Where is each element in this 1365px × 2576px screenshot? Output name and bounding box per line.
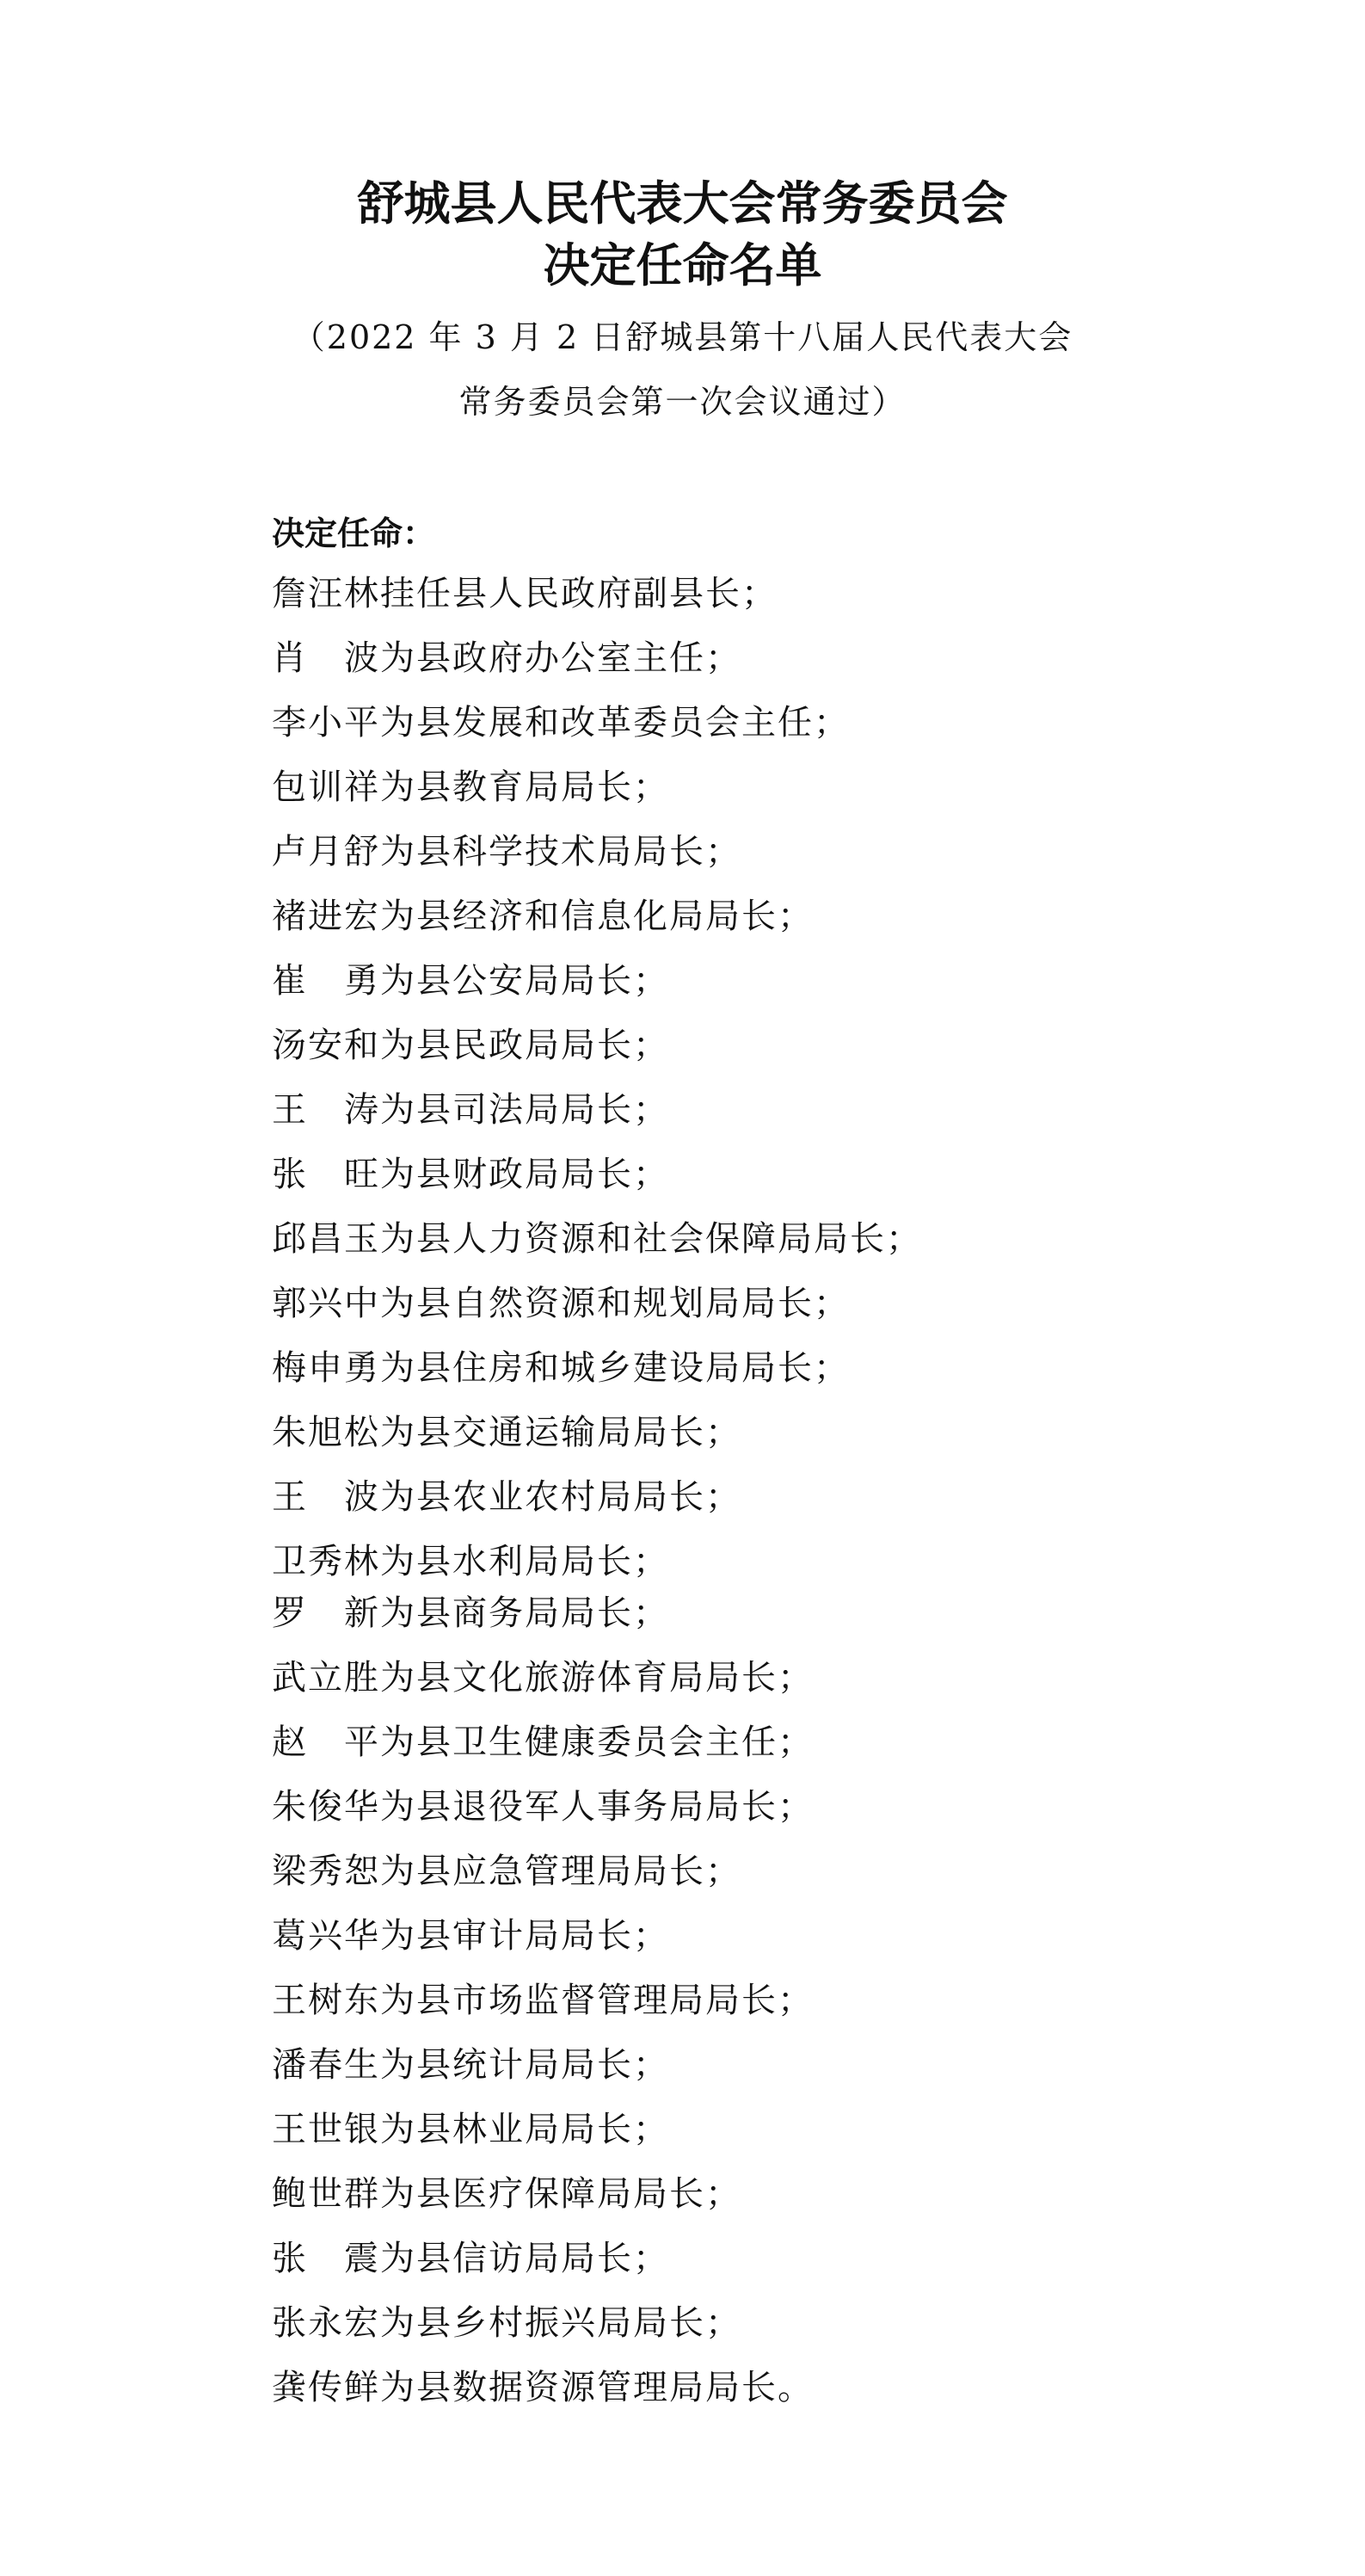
appointment-item: 梁秀恕为县应急管理局局长； — [272, 1852, 741, 1891]
appointment-item: 郭兴中为县自然资源和规划局局长； — [272, 1284, 850, 1323]
appointment-item: 王树东为县市场监督管理局局长； — [272, 1981, 814, 2020]
appointment-item: 王 波为县农业农村局局长； — [272, 1477, 741, 1517]
appointment-item: 朱俊华为县退役军人事务局局长； — [272, 1787, 814, 1827]
appointment-item: 王世银为县林业局局长； — [272, 2110, 669, 2149]
appointment-item: 卫秀林为县水利局局长； — [272, 1542, 669, 1581]
appointment-item: 赵 平为县卫生健康委员会主任； — [272, 1722, 814, 1762]
appointment-item: 梅申勇为县住房和城乡建设局局长； — [272, 1348, 850, 1388]
appointment-item: 葛兴华为县审计局局长； — [272, 1916, 669, 1956]
appointment-item: 龚传鲜为县数据资源管理局局长。 — [272, 2368, 814, 2407]
appointment-item: 卢月舒为县科学技术局局长； — [272, 832, 741, 872]
section-label: 决定任命： — [272, 515, 436, 552]
appointment-item: 武立胜为县文化旅游体育局局长； — [272, 1658, 814, 1698]
appointment-item: 鲍世群为县医疗保障局局长； — [272, 2174, 741, 2214]
document-title-line1: 舒城县人民代表大会常务委员会 — [357, 176, 1008, 231]
appointment-item: 崔 勇为县公安局局长； — [272, 961, 669, 1001]
appointment-item: 王 涛为县司法局局长； — [272, 1090, 669, 1130]
appointment-item: 包训祥为县教育局局长； — [272, 767, 669, 807]
appointment-item: 邱昌玉为县人力资源和社会保障局局长； — [272, 1219, 922, 1259]
appointment-list — [272, 568, 1218, 2426]
document-subtitle-line2: 常务委员会第一次会议通过） — [458, 383, 907, 421]
appointment-item: 肖 波为县政府办公室主任； — [272, 638, 741, 678]
appointment-item: 褚进宏为县经济和信息化局局长； — [272, 897, 814, 936]
document-subtitle-line1: （2022 年 3 月 2 日舒城县第十八届人民代表大会 — [292, 318, 1073, 356]
appointment-item: 张 旺为县财政局局长； — [272, 1155, 669, 1194]
appointment-item: 李小平为县发展和改革委员会主任； — [272, 703, 850, 743]
appointment-item: 张永宏为县乡村振兴局局长； — [272, 2303, 741, 2343]
appointment-item: 罗 新为县商务局局长； — [272, 1593, 669, 1633]
appointment-item: 潘春生为县统计局局长； — [272, 2045, 669, 2085]
appointment-item: 詹汪林挂任县人民政府副县长； — [272, 574, 778, 613]
appointment-item: 张 震为县信访局局长； — [272, 2239, 669, 2278]
document-title-line2: 决定任命名单 — [543, 237, 822, 293]
appointment-item: 朱旭松为县交通运输局局长； — [272, 1413, 741, 1452]
appointment-item: 汤安和为县民政局局长； — [272, 1026, 669, 1065]
